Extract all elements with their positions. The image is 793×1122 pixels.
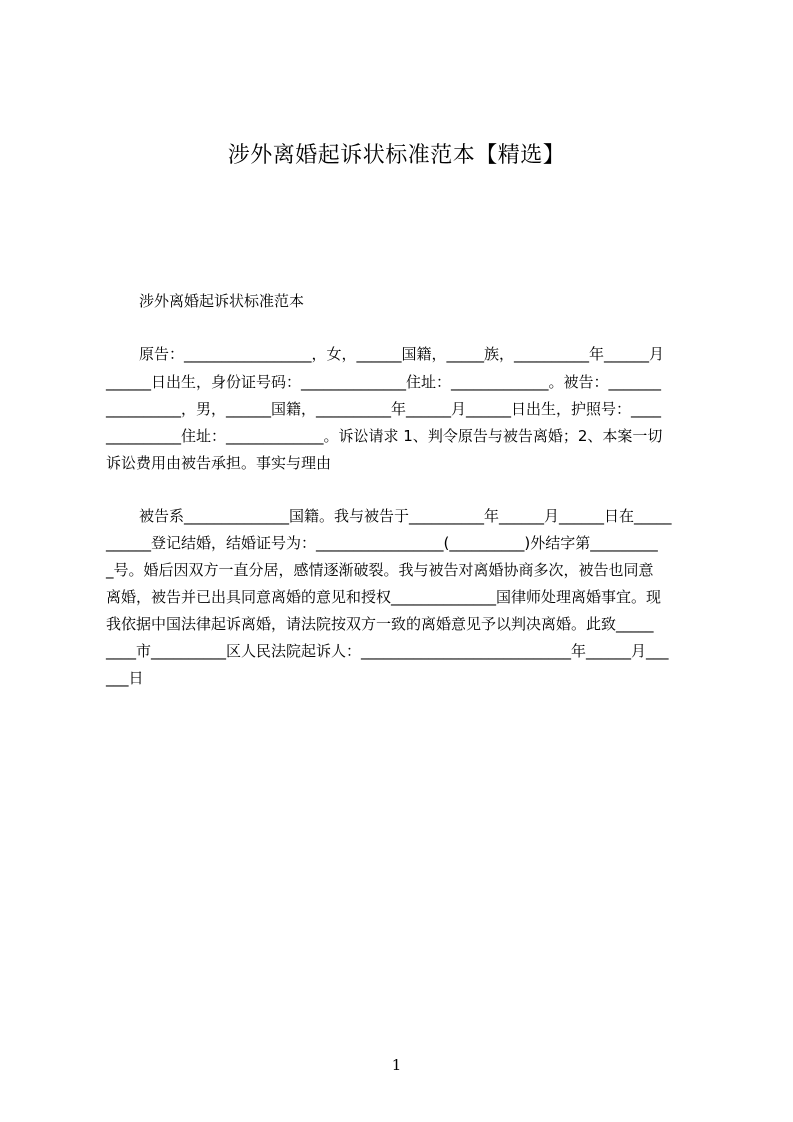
page-number: 1 — [391, 1056, 402, 1074]
paragraph-line: __________，男，______国籍，__________年______月______日出生，护照号：____ — [106, 400, 662, 418]
document-title: 涉外离婚起诉状标准范本【精选】 — [227, 143, 566, 168]
paragraph-line: 诉讼费用由被告承担。事实与理由 — [106, 454, 332, 472]
paragraph-line: 被告系______________国籍。我与被告于__________年______月______日在_____ — [139, 507, 672, 525]
paragraph-line: ______登记结婚，结婚证号为：_________________(__________)外结字第_________ — [106, 534, 658, 552]
paragraph-line: 离婚，被告并已出具同意离婚的意见和授权______________国律师处理离婚事宜。现 — [106, 588, 662, 606]
paragraph-line: 我依据中国法律起诉离婚，请法院按双方一致的离婚意见予以判决离婚。此致_____ — [106, 615, 654, 633]
document-subtitle: 涉外离婚起诉状标准范本 — [139, 292, 305, 310]
paragraph-line: ___日 — [106, 669, 144, 687]
paragraph-line: _号。婚后因双方一直分居，感情逐渐破裂。我与被告对离婚协商多次，被告也同意 — [106, 561, 654, 579]
paragraph-line: __________住址：_____________。诉讼请求 1、判令原告与被告离婚；2、本案一切 — [106, 427, 663, 445]
paragraph-line: ____市__________区人民法院起诉人：____________________________年______月___ — [106, 642, 669, 660]
paragraph-line: ______日出生，身份证号码：______________住址：_____________。被告：_______ — [106, 373, 662, 391]
paragraph-line: 原告：_________________，女，______国籍，_____族，__________年______月 — [139, 345, 665, 363]
